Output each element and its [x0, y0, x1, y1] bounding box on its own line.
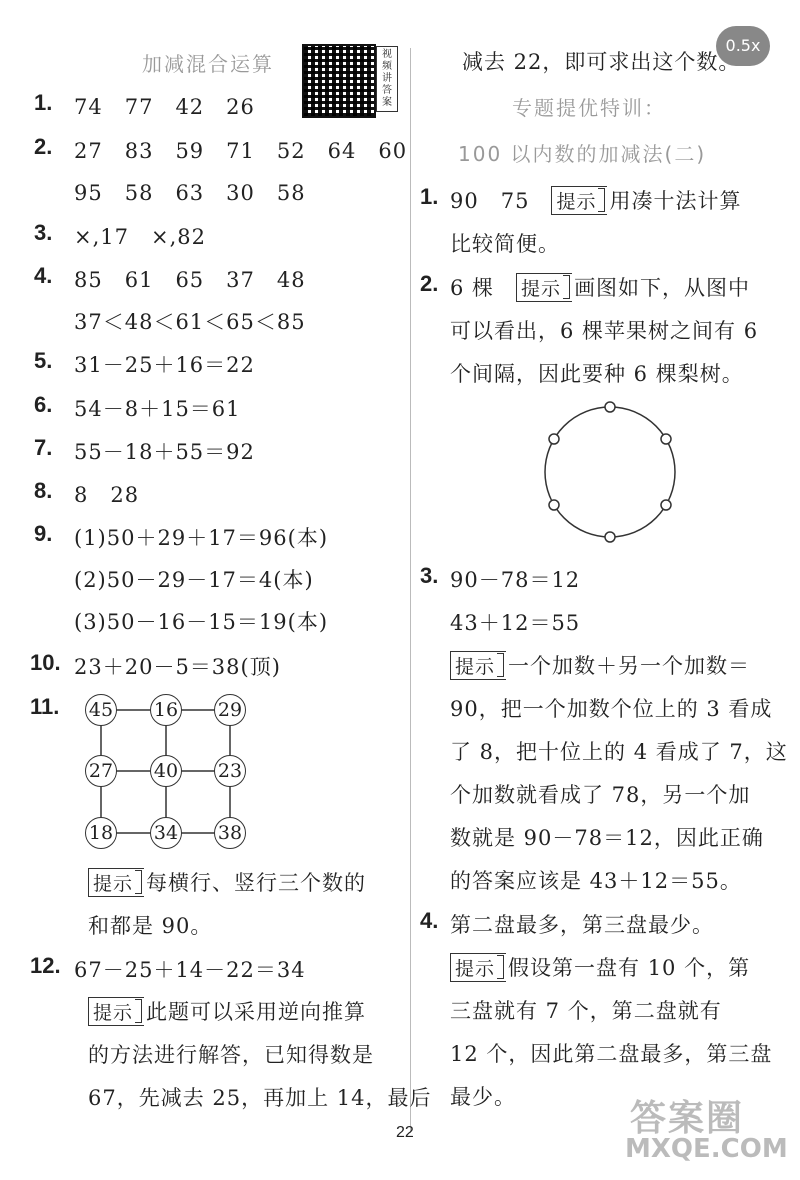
tip-tag: 提示: [516, 273, 572, 302]
tip-line: 可以看出，6 棵苹果树之间有 6: [450, 319, 759, 343]
item-number: 11.: [30, 694, 60, 719]
tree-dot: [605, 402, 615, 412]
answer-line: 27 83 59 71 52 64 60: [74, 139, 408, 163]
item-number: 6.: [34, 392, 53, 417]
continued-line: 减去 22，即可求出这个数。: [462, 50, 741, 74]
tip-line: 12 个，因此第二盘最多，第三盘: [450, 1042, 773, 1066]
item-number: 5.: [34, 348, 53, 373]
tip-line: 90，把一个加数个位上的 3 看成: [450, 697, 773, 721]
answer-line: 23＋20－5＝38(顶): [74, 655, 281, 679]
tip-line: 67，先减去 25，再加上 14，最后: [88, 1086, 432, 1110]
answer-text: 6 棵: [450, 276, 495, 300]
tip-line: 个加数就看成了 78，另一个加: [450, 783, 751, 807]
tip-line: [88, 996, 366, 1026]
answer-line: ×,17 ×,82: [74, 225, 206, 249]
answer-line: 85 61 65 37 48: [74, 268, 306, 292]
tip-text: 每横行、竖行三个数的: [146, 871, 367, 895]
item-number: 4.: [34, 263, 53, 288]
answer-line: 55－18＋55＝92: [74, 440, 255, 464]
answer-line: (2)50－29－17＝4(本): [74, 568, 314, 592]
grid-cell: 27: [85, 755, 117, 787]
tip-line: 和都是 90。: [88, 914, 213, 938]
item-number: 4.: [420, 908, 439, 933]
item-number: 9.: [34, 521, 53, 546]
grid-cell: 45: [85, 694, 117, 726]
page-number: 22: [396, 1124, 414, 1141]
tip-tag: 提示: [88, 997, 144, 1026]
tree-dot: [605, 532, 615, 542]
tip-line: [88, 867, 366, 897]
grid-cell: 16: [150, 694, 182, 726]
item-number: 2.: [34, 134, 53, 159]
answer-line: 31－25＋16＝22: [74, 353, 255, 377]
item-number: 12.: [30, 953, 61, 978]
answer-line: 67－25＋14－22＝34: [74, 958, 306, 982]
tip-line: 个间隔，因此要种 6 棵梨树。: [450, 362, 744, 386]
tip-tag: 提示: [450, 651, 506, 680]
tip-text: 画图如下，从图中: [574, 276, 751, 300]
section-heading: 加减混合运算: [142, 52, 274, 76]
item-number: 7.: [34, 435, 53, 460]
tree-dot: [549, 500, 559, 510]
tip-line: 了 8，把十位上的 4 看成了 7，这: [450, 740, 788, 764]
grid-cell: 18: [85, 817, 117, 849]
qr-code-icon: [302, 44, 376, 118]
tip-tag: 提示: [551, 186, 607, 215]
answer-line: 8 28: [74, 483, 140, 507]
answer-line: [450, 185, 741, 215]
tip-line: 的方法进行解答，已知得数是: [88, 1043, 374, 1067]
tip-line: [450, 952, 750, 982]
tip-line: 比较简便。: [450, 232, 560, 256]
tree-dot: [549, 434, 559, 444]
item-number: 8.: [34, 478, 53, 503]
grid-cell: 34: [150, 817, 182, 849]
tip-line: 最少。: [450, 1085, 516, 1109]
item-number: 1.: [420, 184, 439, 209]
tip-tag: 提示: [88, 868, 144, 897]
tip-tag: 提示: [450, 953, 506, 982]
answer-line: [450, 272, 750, 302]
tip-text: 假设第一盘有 10 个，第: [508, 956, 751, 980]
grid-cell: 40: [150, 755, 182, 787]
item-number: 3.: [34, 220, 53, 245]
tip-line: 的答案应该是 43＋12＝55。: [450, 869, 742, 893]
answer-line: 95 58 63 30 58: [74, 181, 306, 205]
grid-cell: 38: [214, 817, 246, 849]
answer-line: 74 77 42 26: [74, 95, 255, 119]
section-subheading: 100 以内数的加减法(二): [458, 142, 707, 166]
answer-line: (1)50＋29＋17＝96(本): [74, 526, 329, 550]
tree-dot: [661, 434, 671, 444]
zoom-badge[interactable]: 0.5x: [716, 26, 770, 66]
item-number: 2.: [420, 271, 439, 296]
section-heading: 专题提优特训：: [512, 96, 666, 120]
item-number: 10.: [30, 650, 61, 675]
grid-cell: 23: [214, 755, 246, 787]
answer-line: (3)50－16－15＝19(本): [74, 610, 329, 634]
answer-line: 第二盘最多，第三盘最少。: [450, 913, 714, 937]
tree-dot: [661, 500, 671, 510]
tip-line: 三盘就有 7 个，第二盘就有: [450, 999, 722, 1023]
tip-text: 一个加数＋另一个加数＝: [508, 654, 751, 678]
item-number: 3.: [420, 563, 439, 588]
answer-line: 43＋12＝55: [450, 611, 581, 635]
watermark-logo: 答案圈: [630, 1098, 745, 1139]
answer-line: 90－78＝12: [450, 568, 581, 592]
tip-line: 数就是 90－78＝12，因此正确: [450, 826, 764, 850]
watermark-url: MXQE.COM: [625, 1134, 788, 1164]
answer-text: 90 75: [450, 189, 530, 213]
tip-line: [450, 650, 750, 680]
tree-circle-diagram: [0, 0, 1, 1]
answer-line: 37＜48＜61＜65＜85: [74, 310, 306, 334]
answer-line: 54－8＋15＝61: [74, 397, 241, 421]
grid-cell: 29: [214, 694, 246, 726]
tip-text: 用凑十法计算: [609, 189, 742, 213]
column-divider: [410, 48, 411, 1133]
item-number: 1.: [34, 90, 53, 115]
qr-label: 视频讲答案: [376, 46, 398, 112]
tip-text: 此题可以采用逆向推算: [146, 1000, 367, 1024]
